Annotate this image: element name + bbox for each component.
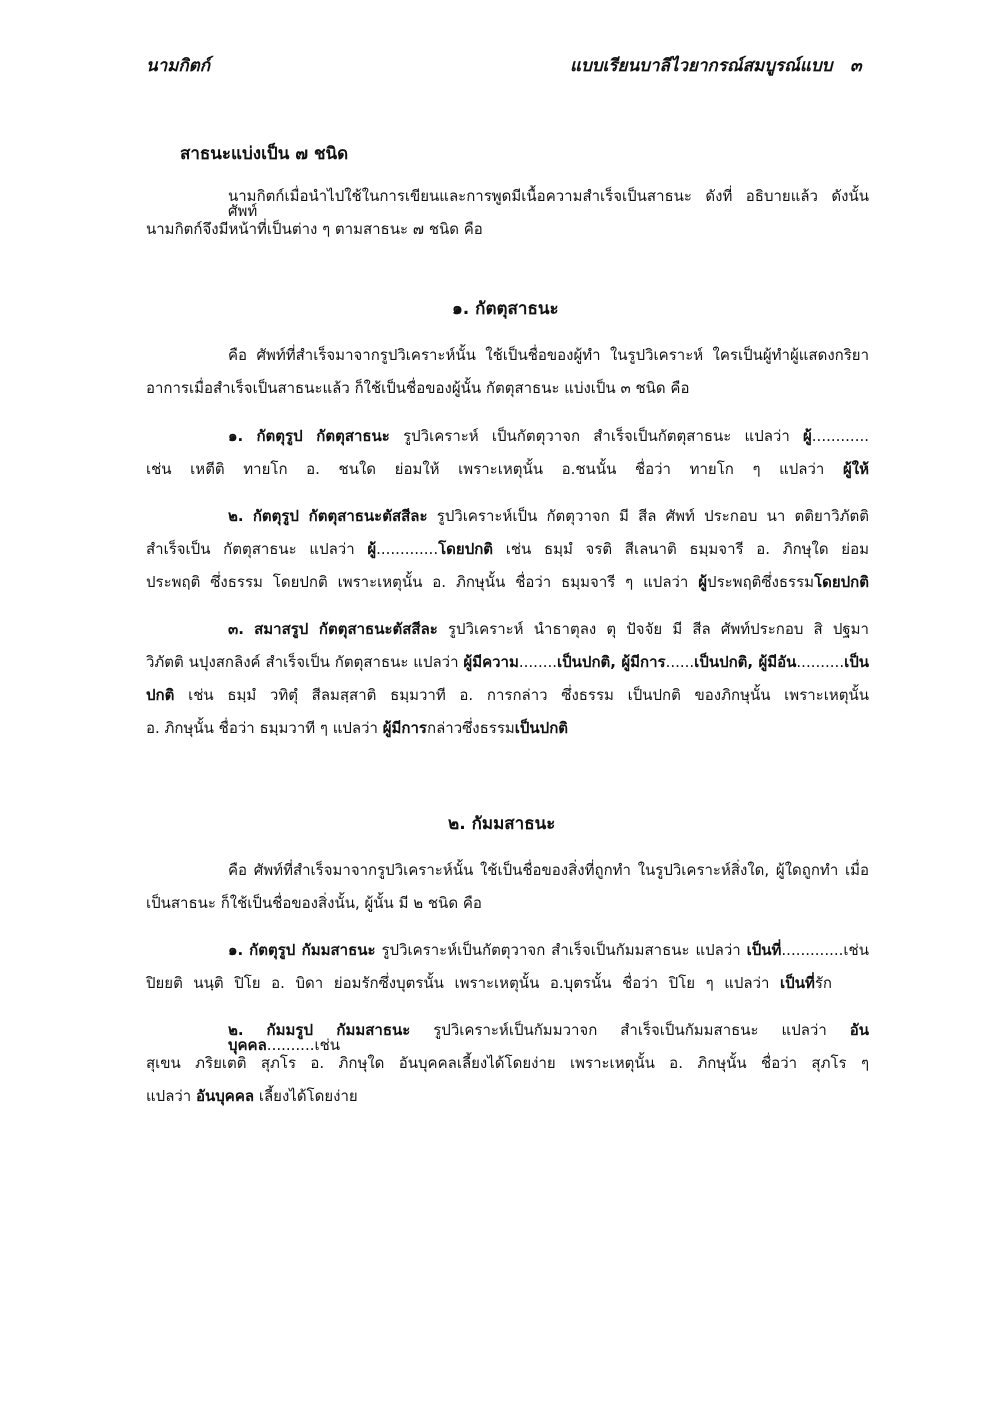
kattu-item-2-text: รูปวิเคราะห์เป็น กัตตุวาจก มี สีล ศัพท์ ประกอบ นา ตติยาวิภัตติ bbox=[436, 507, 869, 525]
kattu-heading: ๑. กัตตุสาธนะ bbox=[452, 299, 559, 319]
kattu-item-3-meaning-bold-1: ผู้มีการ bbox=[382, 719, 427, 737]
kattu-item-3-bold-4: เป็น bbox=[844, 653, 869, 671]
kamma-item-2-dots: .......... bbox=[266, 1036, 315, 1054]
kattu-item-3-text: รูปวิเคราะห์ นำธาตุลง ตุ ปัจจัย มี สีล ศัพท์ประกอบ สิ ปฐมา bbox=[447, 620, 869, 638]
kattu-definition-line-1: คือ ศัพท์ที่สำเร็จมาจากรูปวิเคราะห์นั้น ใช้เป็นชื่อของผู้ทำ ในรูปวิเคราะห์ ใครเป็นผู้ทำผู้แสดงกริยา bbox=[228, 346, 869, 364]
kamma-item-1-example: ปิยยติ นนฺติ ปิโย อ. บิดา ย่อมรักซึ่งบุตรนั้น เพราะเหตุนั้น อ.บุตรนั้น ชื่อว่า ปิโย ๆ แปลว่า bbox=[146, 974, 770, 992]
kamma-item-2-line-2: สุเขน ภริยเตติ สุภโร อ. ภิกษุใด อันบุคคลเลี้ยงได้โดยง่าย เพราะเหตุนั้น อ. ภิกษุนั้น ชื่อว่า สุภโร ๆ bbox=[146, 1054, 869, 1072]
kattu-item-3-line-3 bbox=[146, 688, 869, 703]
kattu-item-3-line-1 bbox=[228, 622, 869, 637]
kamma-item-2-meaning-bold: อันบุคคล bbox=[196, 1087, 255, 1105]
kattu-item-3-pre: วิภัตติ นปุงสกลิงค์ สำเร็จเป็น กัตตุสาธนะ แปลว่า bbox=[146, 653, 459, 671]
kattu-item-3-meaning-bold-2: เป็นปกติ bbox=[514, 719, 569, 737]
kattu-item-2-bold-1: ผู้ bbox=[367, 540, 377, 558]
kamma-item-2-tail: เช่น bbox=[314, 1036, 341, 1054]
kamma-item-1-text: รูปวิเคราะห์เป็นกัตตุวาจก สำเร็จเป็นกัมมสาธนะ แปลว่า bbox=[381, 941, 741, 959]
intro-line-1: นามกิตก์เมื่อนำไปใช้ในการเขียนและการพูดมีเนื้อความสำเร็จเป็นสาธนะ ดังที่ อธิบายแล้ว ดังนั้นศัพท์ bbox=[228, 187, 869, 220]
kattu-item-2-line-3 bbox=[146, 575, 869, 590]
kattu-item-3-dots-3: .......... bbox=[796, 653, 845, 671]
kattu-definition-line-2: อาการเมื่อสำเร็จเป็นสาธนะแล้ว ก็ใช้เป็นชื่อของผู้นั้น กัตตุสาธนะ แบ่งเป็น ๓ ชนิด คือ bbox=[146, 379, 690, 397]
kamma-item-2-line-3 bbox=[146, 1089, 358, 1104]
section-title: สาธนะแบ่งเป็น ๗ ชนิด bbox=[180, 144, 349, 164]
kattu-item-1-meaning: ผู้ให้ bbox=[842, 460, 869, 478]
kamma-item-2-meaning-tail: เลี้ยงได้โดยง่าย bbox=[258, 1087, 358, 1105]
kattu-item-2-meaning-bold-1: ผู้ bbox=[698, 573, 708, 591]
kattu-item-3-number: ๓. bbox=[228, 620, 244, 638]
kamma-item-2-number: ๒. bbox=[228, 1021, 244, 1039]
kattu-item-3-example: เช่น ธมฺมํ วทิตุํ สีลมสฺสาติ ธมฺมวาที อ. การกล่าว ซึ่งธรรม เป็นปกติ ของภิกษุนั้น เพราะเหตุนั้น bbox=[188, 686, 869, 704]
kattu-item-1-bold: ผู้ bbox=[802, 427, 812, 445]
kamma-item-1-tail: เช่น bbox=[843, 941, 869, 959]
intro-line-2: นามกิตก์จึงมีหน้าที่เป็นต่าง ๆ ตามสาธนะ ๗ ชนิด คือ bbox=[146, 220, 483, 238]
kamma-item-2-bold: อันบุคคล bbox=[228, 1021, 869, 1054]
kattu-item-3-line-4 bbox=[146, 721, 568, 736]
kattu-item-1-title: กัตตุรูป กัตตุสาธนะ bbox=[256, 427, 390, 445]
kattu-item-3-dots-2: ...... bbox=[665, 653, 695, 671]
kamma-item-2-text: รูปวิเคราะห์เป็นกัมมวาจก สำเร็จเป็นกัมมสาธนะ แปลว่า bbox=[433, 1021, 827, 1039]
running-header-right: แบบเรียนบาลีไวยากรณ์สมบูรณ์แบบ bbox=[570, 56, 833, 76]
kattu-item-3-bold-2: เป็นปกติ, ผู้มีการ bbox=[557, 653, 666, 671]
kamma-item-1-title: กัตตุรูป กัมมสาธนะ bbox=[249, 941, 376, 959]
kamma-item-1-bold: เป็นที่ bbox=[746, 941, 782, 959]
kattu-item-2-title: กัตตุรูป กัตตุสาธนะตัสสีละ bbox=[252, 507, 428, 525]
kattu-item-1-text: รูปวิเคราะห์ เป็นกัตตุวาจก สำเร็จเป็นกัตตุสาธนะ แปลว่า bbox=[403, 427, 790, 445]
kattu-item-2-line-2 bbox=[146, 542, 869, 557]
kattu-item-2-pre: สำเร็จเป็น กัตตุสาธนะ แปลว่า bbox=[146, 540, 355, 558]
kamma-item-1-number: ๑. bbox=[228, 941, 244, 959]
page-number: ๓ bbox=[850, 56, 862, 76]
kattu-item-1-number: ๑. bbox=[228, 427, 244, 445]
kattu-item-3-bold-1: ผู้มีความ bbox=[463, 653, 519, 671]
kattu-item-1-dots: ............ bbox=[811, 427, 869, 445]
kattu-item-3-line-3-bold: ปกติ bbox=[146, 686, 175, 704]
kattu-item-3-title: สมาสรูป กัตตุสาธนะตัสสีละ bbox=[254, 620, 438, 638]
kattu-item-2-bold-2: โดยปกติ bbox=[438, 540, 494, 558]
kattu-item-2-meaning-bold-2: โดยปกติ bbox=[814, 573, 869, 591]
kattu-item-2-meaning-mid: ประพฤติซึ่งธรรม bbox=[707, 573, 815, 591]
kamma-heading: ๒. กัมมสาธนะ bbox=[448, 814, 556, 834]
running-header-left: นามกิตก์ bbox=[146, 56, 210, 76]
kattu-item-3-line-2 bbox=[146, 655, 869, 670]
kattu-item-1-line-2 bbox=[146, 462, 869, 477]
kamma-item-1-dots: ............. bbox=[781, 941, 844, 959]
kattu-item-1-example: เช่น เหตีติ ทายโก อ. ชนใด ย่อมให้ เพราะเหตุนั้น อ.ชนนั้น ชื่อว่า ทายโก ๆ แปลว่า bbox=[146, 460, 825, 478]
kamma-item-1-line-1 bbox=[228, 943, 869, 958]
kamma-item-2-line-1 bbox=[228, 1023, 869, 1053]
kattu-item-1-line-1 bbox=[228, 429, 869, 444]
kattu-item-2-line-1 bbox=[228, 509, 869, 524]
kamma-definition-line-2: เป็นสาธนะ ก็ใช้เป็นชื่อของสิ่งนั้น, ผู้นั้น มี ๒ ชนิด คือ bbox=[146, 894, 482, 912]
kamma-item-1-meaning-bold: เป็นที่ bbox=[780, 974, 815, 992]
kattu-item-2-dots: ............. bbox=[376, 540, 439, 558]
kattu-item-2-number: ๒. bbox=[228, 507, 244, 525]
kattu-item-2-example: ประพฤติ ซึ่งธรรม โดยปกติ เพราะเหตุนั้น อ. ภิกษุนั้น ชื่อว่า ธมฺมจารี ๆ แปลว่า bbox=[146, 573, 689, 591]
kamma-item-1-line-2 bbox=[146, 976, 832, 991]
kattu-item-3-example-end: อ. ภิกษุนั้น ชื่อว่า ธมฺมวาที ๆ แปลว่า bbox=[146, 719, 378, 737]
kamma-item-2-title: กัมมรูป กัมมสาธนะ bbox=[266, 1021, 411, 1039]
kattu-item-3-dots-1: ........ bbox=[518, 653, 558, 671]
kamma-definition-line-1: คือ ศัพท์ที่สำเร็จมาจากรูปวิเคราะห์นั้น ใช้เป็นชื่อของสิ่งที่ถูกทำ ในรูปวิเคราะห์สิ่งใด, ผู้ใดถูกทำ เมื่อ bbox=[228, 861, 869, 879]
kamma-item-2-line-3-pre: แปลว่า bbox=[146, 1087, 192, 1105]
kattu-item-2-post: เช่น ธมฺมํ จรติ สีเลนาติ ธมฺมจารี อ. ภิกษุใด ย่อม bbox=[505, 540, 869, 558]
kattu-item-3-meaning-mid: กล่าวซึ่งธรรม bbox=[427, 719, 515, 737]
kattu-item-3-bold-3: เป็นปกติ, ผู้มีอัน bbox=[694, 653, 797, 671]
kamma-item-1-meaning-tail: รัก bbox=[814, 974, 832, 992]
